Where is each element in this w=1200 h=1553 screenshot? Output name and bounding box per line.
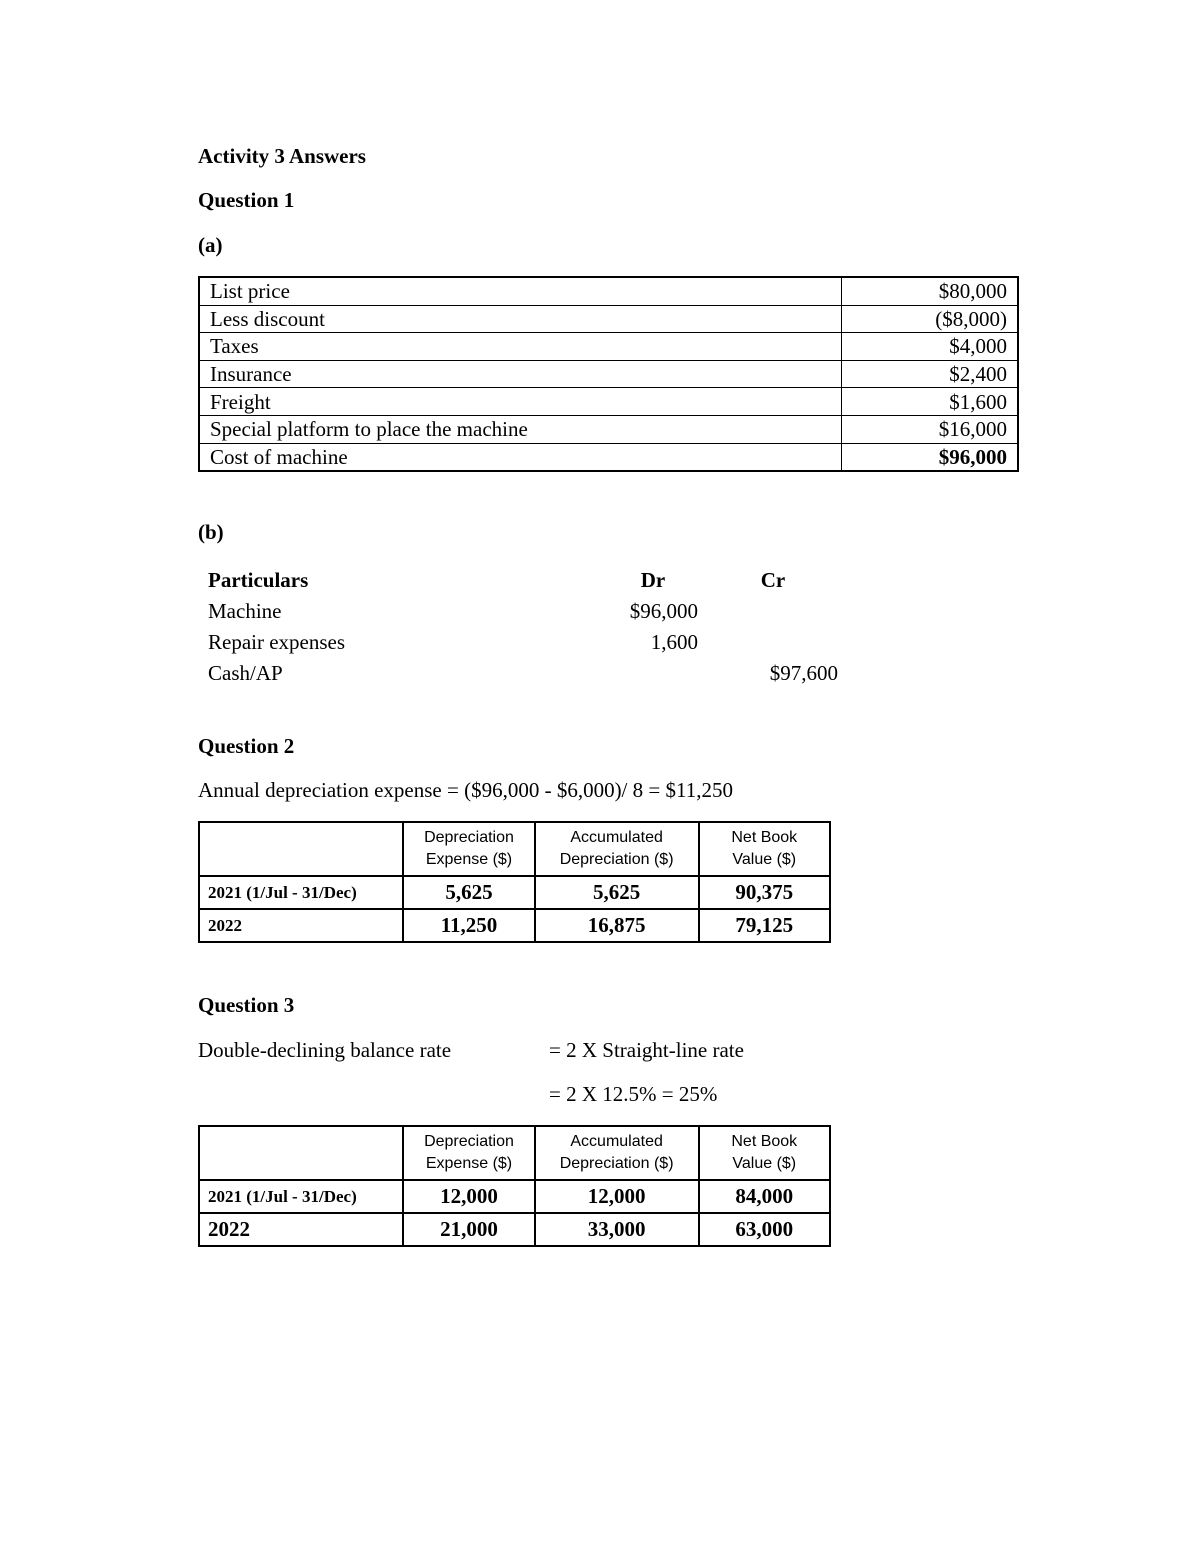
accumulated-cell: 5,625 [535, 876, 699, 909]
header-net-book-value [699, 822, 830, 876]
header-line: Net Book [731, 1133, 798, 1150]
cost-amount: $16,000 [842, 415, 1019, 443]
year-cell: 2022 [199, 909, 403, 942]
cost-row [199, 305, 1018, 333]
journal-particulars: Cash/AP [208, 661, 283, 685]
cost-amount: $4,000 [842, 333, 1019, 361]
straight-line-depreciation-table [198, 821, 831, 943]
cost-amount: $1,600 [842, 388, 1019, 416]
expense-cell: 5,625 [403, 876, 534, 909]
cost-total-amount: $96,000 [842, 443, 1019, 471]
header-accumulated-depreciation [535, 822, 699, 876]
cost-label: List price [199, 277, 842, 305]
ddb-rate-line-1: = 2 X Straight-line rate [549, 1038, 744, 1062]
cost-label: Freight [199, 388, 842, 416]
journal-header-dr: Dr [640, 568, 666, 592]
nbv-cell: 90,375 [699, 876, 830, 909]
question-2-heading: Question 2 [198, 734, 295, 758]
table-row [199, 1213, 830, 1246]
part-b-label: (b) [198, 520, 224, 544]
journal-row [198, 658, 838, 689]
journal-cr [698, 627, 838, 658]
header-line: Accumulated [570, 829, 663, 846]
header-line: Depreciation [424, 1133, 514, 1150]
journal-row [198, 627, 838, 658]
journal-header-row [198, 565, 838, 596]
cost-label: Cost of machine [199, 443, 842, 471]
cost-total-row [199, 443, 1018, 471]
journal-entry-table [198, 565, 838, 689]
double-declining-depreciation-table [198, 1125, 831, 1247]
accumulated-cell: 16,875 [535, 909, 699, 942]
journal-dr [598, 658, 698, 689]
header-line: Expense ($) [425, 1155, 513, 1172]
nbv-cell: 84,000 [699, 1180, 830, 1213]
page-title: Activity 3 Answers [198, 144, 366, 168]
expense-cell: 12,000 [403, 1180, 534, 1213]
table-header-row [199, 822, 830, 876]
depreciation-formula: Annual depreciation expense = ($96,000 - $6,000)/ 8 = $11,250 [198, 778, 733, 802]
journal-cr [698, 596, 838, 627]
ddb-rate-label: Double-declining balance rate [198, 1038, 452, 1062]
cost-amount: ($8,000) [842, 305, 1019, 333]
journal-header-cr: Cr [760, 568, 786, 592]
header-blank-cell [199, 1126, 403, 1180]
cost-row [199, 277, 1018, 305]
journal-cr: $97,600 [769, 661, 838, 685]
table-row [199, 876, 830, 909]
cost-label: Less discount [199, 305, 842, 333]
table-row [199, 909, 830, 942]
cost-amount: $2,400 [842, 360, 1019, 388]
year-cell: 2022 [199, 1213, 403, 1246]
cost-label: Special platform to place the machine [199, 415, 842, 443]
header-depreciation-expense [403, 1126, 534, 1180]
cost-amount: $80,000 [842, 277, 1019, 305]
header-depreciation-expense [403, 822, 534, 876]
year-cell: 2021 (1/Jul - 31/Dec) [199, 876, 403, 909]
header-blank-cell [199, 822, 403, 876]
machine-cost-table [198, 276, 1019, 472]
table-header-row [199, 1126, 830, 1180]
cost-row [199, 333, 1018, 361]
header-line: Accumulated [570, 1133, 663, 1150]
expense-cell: 11,250 [403, 909, 534, 942]
header-line: Expense ($) [425, 851, 513, 868]
accumulated-cell: 33,000 [535, 1213, 699, 1246]
ddb-rate-line-2: = 2 X 12.5% = 25% [549, 1082, 718, 1106]
question-1-heading: Question 1 [198, 188, 295, 212]
journal-particulars: Repair expenses [208, 630, 346, 654]
cost-label: Taxes [199, 333, 842, 361]
journal-row [198, 596, 838, 627]
header-line: Depreciation ($) [559, 851, 674, 868]
nbv-cell: 63,000 [699, 1213, 830, 1246]
journal-dr: 1,600 [650, 630, 698, 654]
cost-row [199, 360, 1018, 388]
question-3-heading: Question 3 [198, 993, 295, 1017]
year-cell: 2021 (1/Jul - 31/Dec) [199, 1180, 403, 1213]
header-line: Depreciation ($) [559, 1155, 674, 1172]
header-accumulated-depreciation [535, 1126, 699, 1180]
cost-label: Insurance [199, 360, 842, 388]
header-line: Value ($) [732, 851, 797, 868]
journal-particulars: Machine [208, 599, 282, 623]
header-line: Depreciation [424, 829, 514, 846]
nbv-cell: 79,125 [699, 909, 830, 942]
cost-row [199, 388, 1018, 416]
part-a-label: (a) [198, 233, 223, 257]
header-line: Value ($) [732, 1155, 797, 1172]
expense-cell: 21,000 [403, 1213, 534, 1246]
header-line: Net Book [731, 829, 798, 846]
journal-header-particulars: Particulars [208, 568, 309, 592]
journal-dr: $96,000 [629, 599, 698, 623]
accumulated-cell: 12,000 [535, 1180, 699, 1213]
header-net-book-value [699, 1126, 830, 1180]
cost-row [199, 415, 1018, 443]
table-row [199, 1180, 830, 1213]
